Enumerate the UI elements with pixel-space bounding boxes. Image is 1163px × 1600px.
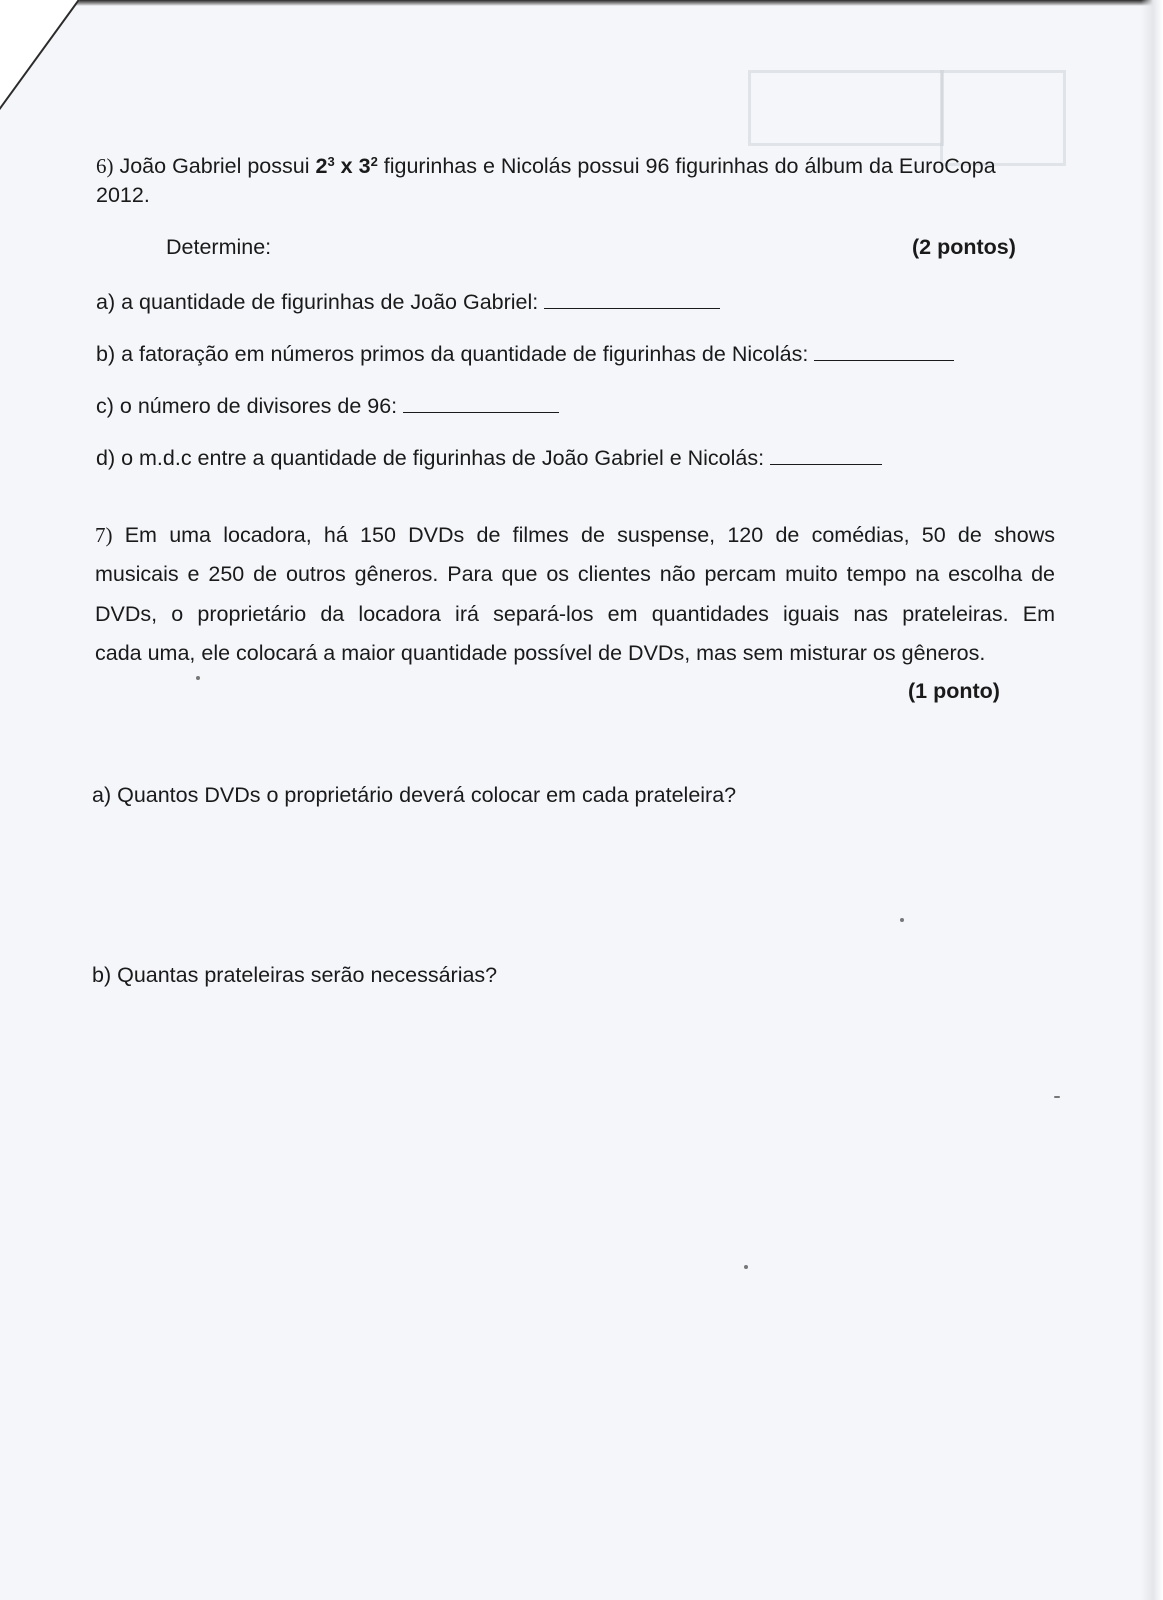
q6-item-b-answer-blank[interactable]: [814, 342, 954, 361]
scan-top-edge: [0, 0, 1163, 6]
q6-power-2: $2^3$: [315, 153, 335, 178]
q6-item-b-text: b) a fatoração em números primos da quantidade de figurinhas de Nicolás:: [96, 342, 809, 366]
scan-right-edge: [1141, 0, 1163, 1600]
bleed-through-box: [748, 70, 944, 146]
q7-statement-line4: cada uma, ele colocará a maior quantidade possível de DVDs, mas sem misturar os gêneros.: [95, 641, 986, 665]
q6-item-a-text: a) a quantidade de figurinhas de João Gabriel:: [96, 290, 539, 314]
q6-determine: Determine:: [166, 235, 272, 259]
q6-item-d-text: d) o m.d.c entre a quantidade de figurinhas de João Gabriel e Nicolás:: [96, 446, 765, 470]
q7-item-b-answer-area[interactable]: [92, 995, 1052, 1555]
q6-item-d: [96, 444, 882, 472]
q6-item-a-answer-blank[interactable]: [544, 290, 720, 309]
q6-number: 6): [96, 154, 114, 178]
q6-text-part2: figurinhas e Nicolás possui 96 figurinhas do álbum da EuroCopa: [377, 154, 996, 178]
q6-item-d-answer-blank[interactable]: [770, 446, 882, 465]
q7-statement-line1: [95, 521, 1055, 549]
q6-item-b: [96, 340, 954, 368]
q7-item-a-answer-area[interactable]: [92, 815, 1052, 945]
q6-power-3: $3^2$: [358, 153, 378, 178]
q7-line1-text: Em uma locadora, há 150 DVDs de filmes de suspense, 120 de comédias, 50 de shows: [112, 523, 1055, 547]
q7-item-b: b) Quantas prateleiras serão necessárias?: [92, 963, 498, 987]
q7-item-a: a) Quantos DVDs o proprietário deverá colocar em cada prateleira?: [92, 783, 737, 807]
q7-statement-line3: DVDs, o proprietário da locadora irá separá-los em quantidades iguais nas prateleiras. Em: [95, 602, 1055, 626]
q6-item-c-answer-blank[interactable]: [403, 394, 559, 413]
scan-speck: [900, 918, 904, 922]
scan-speck: [744, 1265, 748, 1269]
q7-statement-line2: musicais e 250 de outros gêneros. Para que os clientes não percam muito tempo na escolha de: [95, 562, 1055, 586]
q6-points: (2 pontos): [912, 235, 1016, 259]
q6-item-c-text: c) o número de divisores de 96:: [96, 394, 398, 418]
q6-text-part1: João Gabriel possui: [113, 154, 316, 178]
q6-times-sign: x: [334, 154, 359, 178]
q7-number: 7): [95, 523, 113, 547]
q6-item-c: [96, 392, 559, 420]
q6-statement-line1: [96, 152, 996, 180]
scan-speck: [196, 676, 200, 680]
q7-points: (1 ponto): [908, 679, 1000, 703]
q6-statement-line2: 2012.: [96, 183, 150, 207]
q6-item-a: [96, 288, 720, 316]
scan-speck: [1054, 1096, 1060, 1098]
